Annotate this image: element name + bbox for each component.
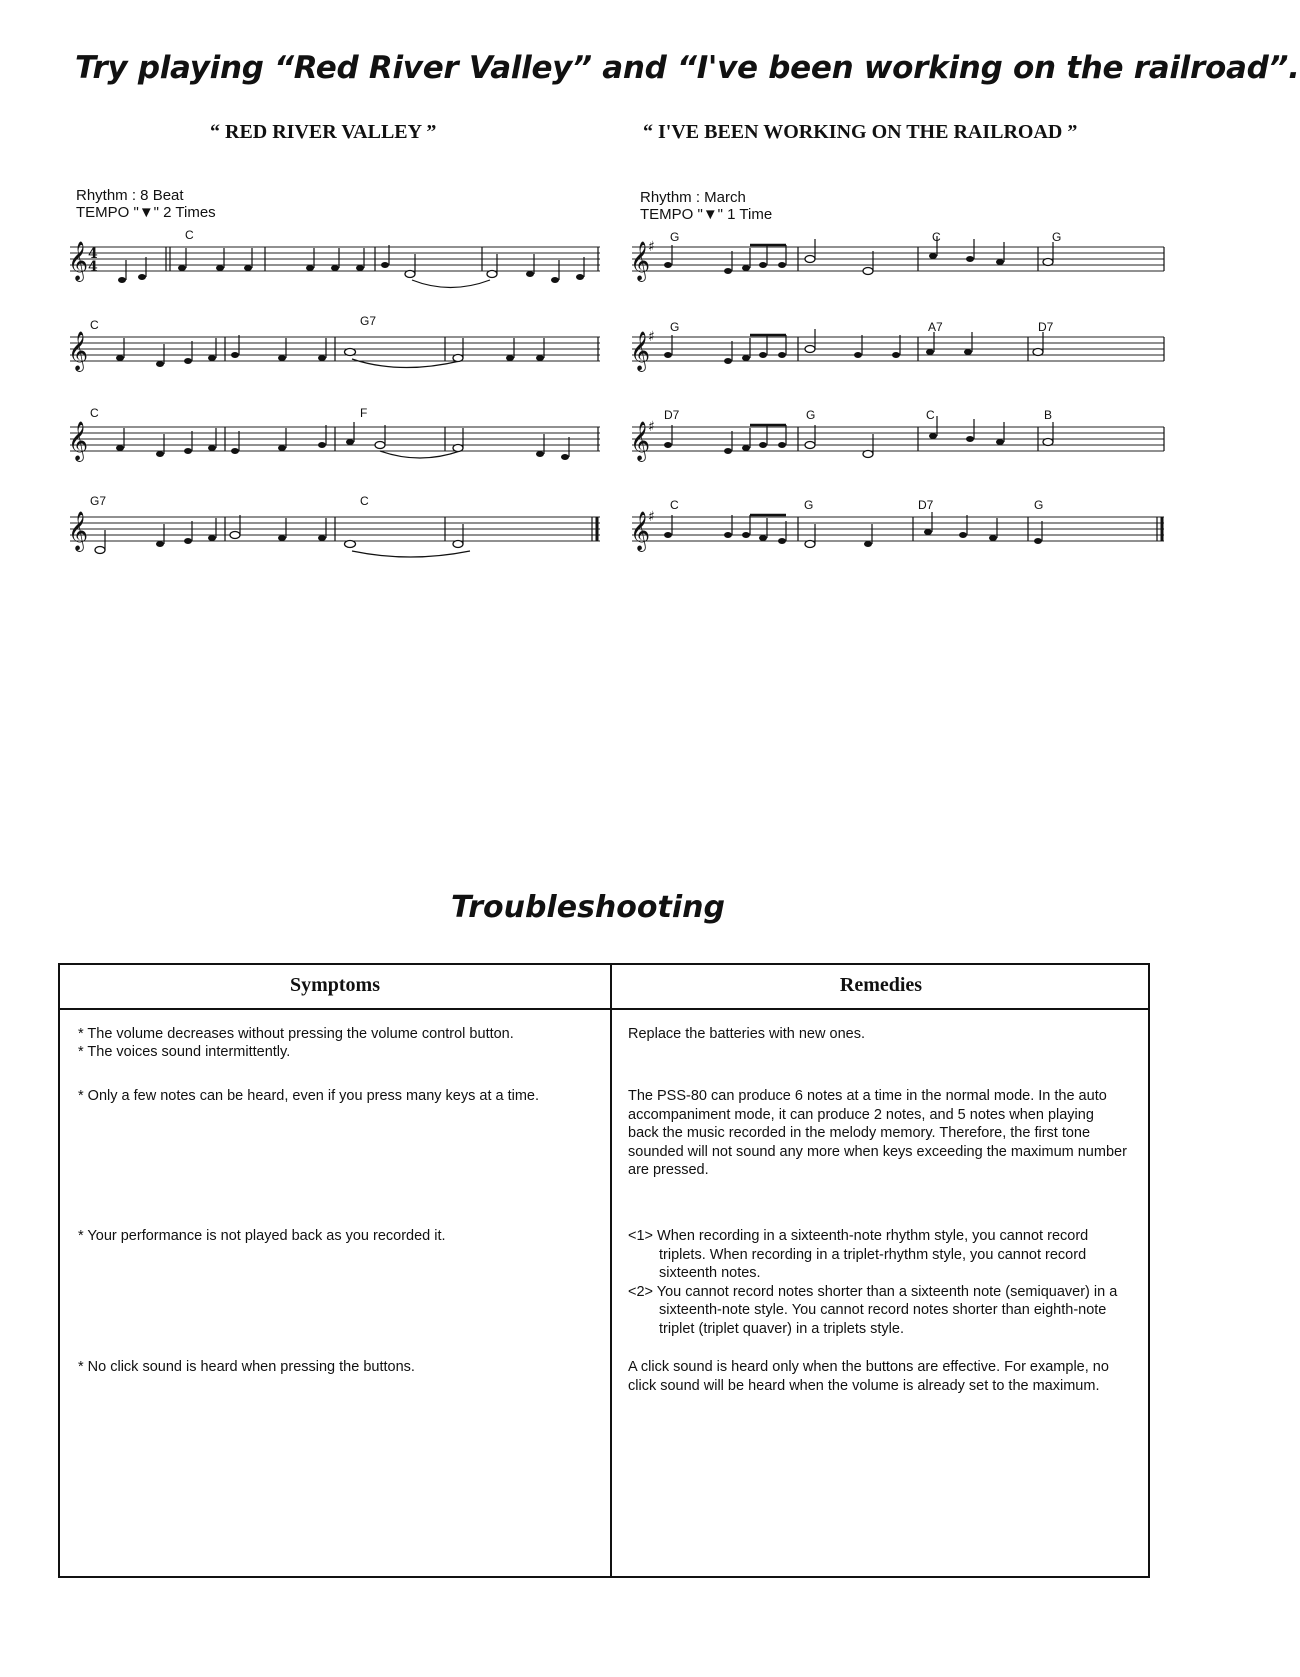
svg-text:♯: ♯ <box>648 239 655 255</box>
troubleshooting-table <box>58 963 1150 1578</box>
symptom-cell <box>78 1087 598 1105</box>
page-heading: Try playing “Red River Valley” and “I've been working on the railroad”. <box>75 50 1300 86</box>
remedy-text: A click sound is heard only when the buttons are effective. For example, no click sound will be heard when the volume is already set to the maximum. <box>628 1359 1109 1394</box>
chord-label: G <box>804 498 814 512</box>
staff-4 <box>68 494 600 557</box>
chord-label: F <box>360 406 368 420</box>
symptom-text: * The voices sound intermittently. <box>78 1044 291 1060</box>
chord-label: B <box>1044 408 1053 422</box>
svg-text:♯: ♯ <box>648 509 655 525</box>
symptom-cell <box>78 1358 598 1376</box>
chord-label: C <box>932 230 941 244</box>
remedy-text: <2> You cannot record notes shorter than a sixteenth note (semiquaver) in a sixteenth-note style. You cannot record notes shorter than eighth-note triplet (triplet quaver) in a triplets style. <box>628 1283 1118 1337</box>
staff-3 <box>68 406 600 462</box>
song2-tempo: TEMPO "▼" 1 Time <box>640 206 773 223</box>
score-red-river-valley <box>60 225 600 565</box>
svg-text:4: 4 <box>88 259 98 275</box>
svg-text:4: 4 <box>88 246 98 262</box>
staff-3 <box>630 408 1164 462</box>
chord-label: G7 <box>90 494 107 508</box>
chord-label: G <box>806 408 816 422</box>
chord-label: D7 <box>664 408 680 422</box>
treble-clef-icon: 𝄞 <box>68 511 89 551</box>
song1-tempo: TEMPO "▼" 2 Times <box>76 204 216 221</box>
remedy-cell <box>628 1025 1128 1044</box>
staff-4 <box>630 498 1164 552</box>
remedy-text: The PSS-80 can produce 6 notes at a time in the normal mode. In the auto accompaniment mode, it can produce 2 notes, and 5 notes when playing back the music recorded in the melody memory. Therefore, the first tone sounded will not sound any more when keys exceeding the maximum number are pressed. <box>628 1088 1127 1178</box>
chord-label: D7 <box>1038 320 1054 334</box>
remedy-text: Replace the batteries with new ones. <box>628 1026 865 1042</box>
symptom-text: * Your performance is not played back as you recorded it. <box>78 1228 446 1244</box>
symptoms-header: Symptoms <box>289 974 380 996</box>
chord-label: G <box>1034 498 1044 512</box>
treble-clef-icon: 𝄞 <box>68 421 89 461</box>
remedies-header: Remedies <box>839 974 923 996</box>
symptom-text: * No click sound is heard when pressing the buttons. <box>78 1359 415 1375</box>
header-divider <box>60 1008 1148 1010</box>
chord-label: G <box>670 320 680 334</box>
song2-rhythm: Rhythm : March <box>640 189 746 206</box>
treble-clef-icon: 𝄞 <box>630 511 651 551</box>
song1-meta <box>76 187 216 221</box>
symptom-cell <box>78 1227 598 1245</box>
chord-label: C <box>90 406 99 420</box>
svg-text:♯: ♯ <box>648 329 655 345</box>
song2-meta <box>640 189 772 223</box>
treble-clef-icon: 𝄞 <box>68 241 89 281</box>
chord-label: G7 <box>360 314 377 328</box>
column-divider <box>610 965 612 1576</box>
svg-text:♯: ♯ <box>648 419 655 435</box>
troubleshooting-title: Troubleshooting <box>451 890 725 925</box>
symptom-text: * Only a few notes can be heard, even if you press many keys at a time. <box>78 1088 540 1104</box>
remedy-cell <box>628 1227 1128 1338</box>
score-railroad <box>628 225 1168 565</box>
chord-label: A7 <box>928 320 943 334</box>
staff-2 <box>68 314 600 372</box>
chord-label: D7 <box>918 498 934 512</box>
remedy-text: <1> When recording in a sixteenth-note rhythm style, you cannot record triplets. When recording in a triplet-rhythm style, you cannot record sixteenth notes. <box>628 1228 1089 1281</box>
chord-label: C <box>670 498 679 512</box>
remedy-cell <box>628 1087 1128 1180</box>
chord-label: G <box>670 230 680 244</box>
treble-clef-icon: 𝄞 <box>630 241 651 281</box>
staff-1 <box>630 230 1164 282</box>
remedy-cell <box>628 1358 1128 1395</box>
chord-label: C <box>90 318 99 332</box>
chord-label: G <box>1052 230 1062 244</box>
treble-clef-icon: 𝄞 <box>68 331 89 371</box>
staff-1 <box>68 228 600 288</box>
song-title-railroad: “ I'VE BEEN WORKING ON THE RAILROAD ” <box>643 121 1078 143</box>
treble-clef-icon: 𝄞 <box>630 331 651 371</box>
song-title-red-river-valley: “ RED RIVER VALLEY ” <box>210 121 437 143</box>
chord-label: C <box>926 408 935 422</box>
song1-rhythm: Rhythm : 8 Beat <box>76 187 184 204</box>
treble-clef-icon: 𝄞 <box>630 421 651 461</box>
symptom-text: * The volume decreases without pressing the volume control button. <box>78 1026 514 1042</box>
chord-label: C <box>185 228 194 242</box>
symptom-cell <box>78 1025 598 1061</box>
chord-label: C <box>360 494 369 508</box>
staff-2 <box>630 320 1164 372</box>
